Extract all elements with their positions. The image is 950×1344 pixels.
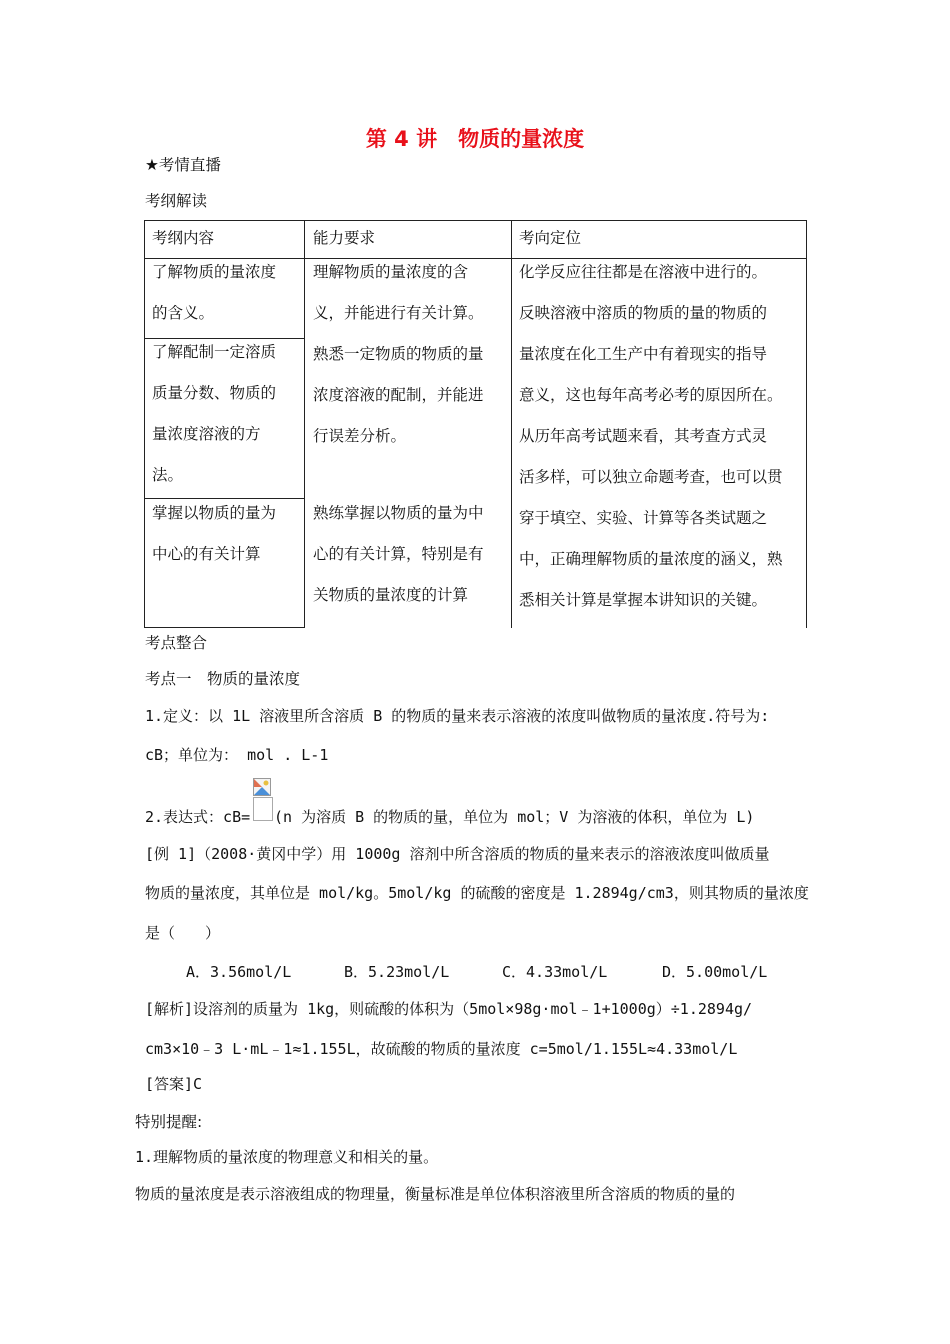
formula-placeholder <box>253 797 273 821</box>
option-a: A．3.56mol/L <box>186 963 292 981</box>
definition-line-2: cB；单位为： mol . L-1 <box>145 746 329 764</box>
example-line-1: [例 1]（2008·黄冈中学）用 1000g 溶剂中所含溶质的物质的量来表示的溶液浓度叫做质量 <box>145 845 770 863</box>
section-key-points: 考点整合 <box>145 634 208 652</box>
option-c: C．4.33mol/L <box>502 963 608 981</box>
table-cell-content-1: 了解物质的量浓度 的含义。 <box>152 263 277 322</box>
table-cell-content-3: 掌握以物质的量为 中心的有关计算 <box>152 504 277 563</box>
key-point-heading: 考点一 物质的量浓度 <box>145 670 301 688</box>
section-exam-overview: ★考情直播 <box>145 156 221 174</box>
answer: [答案]C <box>145 1075 203 1093</box>
tip-line-1: 1.理解物质的量浓度的物理意义和相关的量。 <box>135 1148 439 1166</box>
table-cell-content-2: 了解配制一定溶质 质量分数、物质的 量浓度溶液的方 法。 <box>152 343 277 484</box>
option-b: B．5.23mol/L <box>344 963 450 981</box>
example-line-2: 物质的量浓度，其单位是 mol/kg。5mol/kg 的硫酸的密度是 1.2894g/cm3，则其物质的量浓度 <box>145 884 809 902</box>
option-d: D．5.00mol/L <box>662 963 768 981</box>
table-header-ability: 能力要求 <box>313 229 376 247</box>
example-line-3: 是（ ） <box>145 924 221 942</box>
section-syllabus: 考纲解读 <box>145 192 208 210</box>
definition-line-1: 1.定义：以 1L 溶液里所含溶质 B 的物质的量来表示溶液的浓度叫做物质的量浓度.符号为: <box>145 707 770 725</box>
expression-suffix: (n 为溶质 B 的物质的量，单位为 mol；V 为溶液的体积，单位为 L) <box>274 808 755 826</box>
table-cell-ability-2: 熟练掌握以物质的量为中 心的有关计算，特别是有 关物质的量浓度的计算 <box>313 504 484 604</box>
formula-image-icon <box>253 778 271 796</box>
table-cell-ability-1: 理解物质的量浓度的含 义，并能进行有关计算。 熟悉一定物质的物质的量 浓度溶液的配制，并能进 行误差分析。 <box>313 263 484 445</box>
page-title: 第 4 讲 物质的量浓度 <box>365 127 585 151</box>
analysis-line-2: cm3×10﹣3 L·mL﹣1≈1.155L，故硫酸的物质的量浓度 c=5mol/1.155L≈4.33mol/L <box>145 1040 738 1058</box>
expression-prefix: 2.表达式：cB= <box>145 808 251 826</box>
table-header-content: 考纲内容 <box>152 229 215 247</box>
table-header-orientation: 考向定位 <box>519 229 582 247</box>
tip-title: 特别提醒: <box>135 1113 203 1131</box>
analysis-line-1: [解析]设溶剂的质量为 1kg，则硫酸的体积为（5mol×98g·mol﹣1+1000g）÷1.2894g/ <box>145 1000 753 1018</box>
table-cell-orientation: 化学反应往往都是在溶液中进行的。 反映溶液中溶质的物质的量的物质的 量浓度在化工生产中有着现实的指导 意义，这也每年高考必考的原因所在。 从历年高考试题来看，其考查方式灵 活多样，可以独立命题考查，也可以贯 穿于填空、实验、计算等各类试题之 中，正确理解物质的量浓度的涵义，熟 悉相关计算是掌握本讲知识的关键。 <box>519 263 783 609</box>
tip-line-2: 物质的量浓度是表示溶液组成的物理量，衡量标准是单位体积溶液里所含溶质的物质的量的 <box>135 1185 736 1203</box>
